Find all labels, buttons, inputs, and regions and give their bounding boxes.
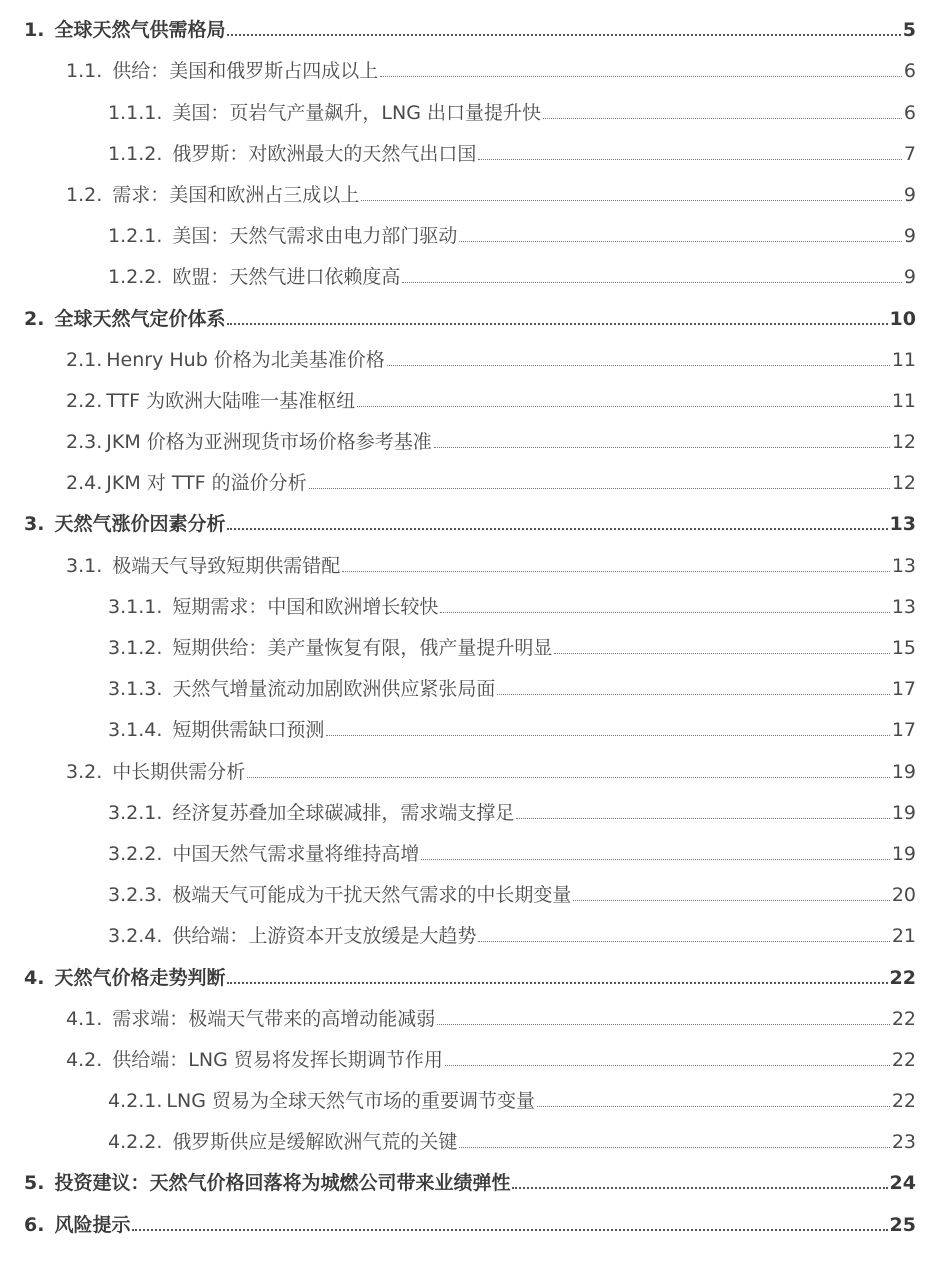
toc-entry-number: 3. bbox=[24, 513, 45, 536]
toc-entry-page-number: 10 bbox=[889, 307, 916, 330]
toc-entry-page-number: 25 bbox=[889, 1213, 916, 1236]
toc-entry-page-number: 13 bbox=[891, 595, 916, 618]
toc-entry-page-number: 19 bbox=[891, 760, 916, 783]
toc-entry-page-number: 23 bbox=[891, 1131, 916, 1154]
toc-entry-page-number: 12 bbox=[891, 431, 916, 454]
toc-entry-level-3[interactable] bbox=[0, 1078, 948, 1119]
dot-leader bbox=[387, 365, 890, 366]
toc-entry-title: 供给：美国和俄罗斯占四成以上 bbox=[112, 60, 379, 83]
toc-entry-level-2[interactable] bbox=[0, 996, 948, 1037]
toc-entry-title: 俄罗斯供应是缓解欧洲气荒的关键 bbox=[172, 1131, 458, 1154]
toc-entry-page-number: 5 bbox=[902, 19, 916, 42]
toc-entry-title: 短期供需缺口预测 bbox=[172, 719, 325, 742]
toc-entry-level-2[interactable] bbox=[0, 337, 948, 378]
toc-entry-number: 2. bbox=[24, 307, 45, 330]
toc-entry-level-3[interactable] bbox=[0, 707, 948, 748]
toc-entry-title: 短期供给：美产量恢复有限，俄产量提升明显 bbox=[172, 637, 553, 659]
toc-entry-title: TTF 为欧洲大陆唯一基准枢纽 bbox=[106, 389, 356, 412]
toc-entry-number: 1.2. bbox=[66, 183, 103, 206]
toc-entry-level-2[interactable] bbox=[0, 542, 948, 583]
toc-entry-page-number: 11 bbox=[891, 389, 916, 412]
toc-entry-number: 5. bbox=[24, 1172, 45, 1195]
toc-entry-level-3[interactable] bbox=[0, 89, 948, 130]
toc-entry-level-2[interactable] bbox=[0, 48, 948, 89]
toc-entry-title: 中国天然气需求量将维持高增 bbox=[172, 842, 420, 865]
dot-leader bbox=[445, 1065, 890, 1066]
dot-leader bbox=[543, 118, 902, 119]
toc-entry-number: 1.2.2. bbox=[108, 266, 163, 289]
toc-entry-level-3[interactable] bbox=[0, 666, 948, 707]
toc-entry-number: 2.2. bbox=[66, 389, 103, 412]
dot-leader bbox=[380, 76, 902, 77]
toc-entry-title: 天然气增量流动加剧欧洲供应紧张局面 bbox=[172, 678, 496, 701]
toc-entry-page-number: 7 bbox=[903, 142, 916, 165]
toc-entry-title: 短期需求：中国和欧洲增长较快 bbox=[172, 595, 439, 618]
toc-entry-title: 中长期供需分析 bbox=[112, 760, 246, 783]
toc-entry-page-number: 6 bbox=[903, 101, 916, 124]
toc-entry-number: 3.2. bbox=[66, 760, 103, 783]
toc-entry-title: 极端天气可能成为干扰天然气需求的中长期变量 bbox=[172, 884, 572, 907]
table-of-contents bbox=[0, 7, 948, 1243]
toc-entry-page-number: 21 bbox=[891, 925, 916, 948]
toc-entry-number: 3.2.3. bbox=[108, 884, 163, 907]
toc-entry-number: 4.2.2. bbox=[108, 1131, 163, 1154]
toc-entry-number: 1.1. bbox=[66, 60, 103, 83]
toc-entry-number: 3.2.2. bbox=[108, 842, 163, 865]
toc-entry-page-number: 9 bbox=[903, 266, 916, 289]
toc-entry-level-3[interactable] bbox=[0, 131, 948, 172]
toc-entry-title: 全球天然气供需格局 bbox=[54, 19, 226, 42]
dot-leader bbox=[478, 941, 889, 942]
toc-entry-page-number: 15 bbox=[891, 637, 916, 659]
toc-entry-title: 投资建议：天然气价格回落将为城燃公司带来业绩弹性 bbox=[54, 1172, 511, 1195]
toc-entry-title: 俄罗斯：对欧洲最大的天然气出口国 bbox=[172, 142, 477, 165]
dot-leader bbox=[227, 34, 900, 36]
toc-entry-number: 1. bbox=[24, 19, 45, 42]
toc-entry-title: Henry Hub 价格为北美基准价格 bbox=[106, 348, 385, 371]
dot-leader bbox=[402, 282, 902, 283]
dot-leader bbox=[512, 1187, 887, 1189]
toc-entry-title: 美国：天然气需求由电力部门驱动 bbox=[172, 225, 458, 248]
dot-leader bbox=[132, 1229, 887, 1231]
toc-entry-number: 6. bbox=[24, 1213, 45, 1236]
dot-leader bbox=[434, 447, 890, 448]
toc-entry-page-number: 13 bbox=[891, 554, 916, 577]
dot-leader bbox=[361, 200, 902, 201]
dot-leader bbox=[342, 571, 890, 572]
toc-entry-number: 4.2. bbox=[66, 1048, 103, 1071]
toc-entry-title: 供给端：LNG 贸易将发挥长期调节作用 bbox=[112, 1048, 443, 1071]
toc-entry-page-number: 11 bbox=[891, 348, 916, 371]
toc-entry-title: 欧盟：天然气进口依赖度高 bbox=[172, 266, 401, 289]
dot-leader bbox=[478, 159, 902, 160]
toc-entry-page-number: 12 bbox=[891, 472, 916, 495]
toc-entry-page-number: 24 bbox=[889, 1172, 916, 1195]
toc-entry-number: 1.2.1. bbox=[108, 225, 163, 248]
dot-leader bbox=[227, 323, 887, 325]
toc-entry-page-number: 9 bbox=[903, 225, 916, 248]
toc-entry-title: LNG 贸易为全球天然气市场的重要调节变量 bbox=[166, 1090, 535, 1113]
toc-entry-level-1[interactable] bbox=[0, 295, 948, 336]
dot-leader bbox=[573, 900, 889, 901]
toc-entry-number: 3.1.1. bbox=[108, 595, 163, 618]
toc-entry-level-3[interactable] bbox=[0, 790, 948, 831]
dot-leader bbox=[421, 859, 889, 860]
toc-entry-level-2[interactable] bbox=[0, 1037, 948, 1078]
dot-leader bbox=[440, 612, 889, 613]
toc-entry-title: 全球天然气定价体系 bbox=[54, 307, 226, 330]
toc-entry-title: 经济复苏叠加全球碳减排，需求端支撑足 bbox=[172, 801, 515, 824]
toc-entry-number: 2.4. bbox=[66, 472, 103, 495]
toc-entry-number: 3.2.4. bbox=[108, 925, 163, 948]
toc-entry-page-number: 22 bbox=[891, 1048, 916, 1071]
dot-leader bbox=[326, 735, 889, 736]
toc-entry-page-number: 19 bbox=[891, 842, 916, 865]
toc-entry-title: 供给端：上游资本开支放缓是大趋势 bbox=[172, 925, 477, 948]
dot-leader bbox=[227, 528, 887, 530]
toc-entry-number: 4.1. bbox=[66, 1007, 103, 1030]
dot-leader bbox=[357, 406, 890, 407]
toc-entry-number: 2.1. bbox=[66, 348, 103, 371]
toc-entry-title: 天然气价格走势判断 bbox=[54, 966, 226, 989]
toc-entry-page-number: 22 bbox=[889, 966, 916, 989]
dot-leader bbox=[437, 1024, 890, 1025]
toc-entry-number: 1.1.2. bbox=[108, 142, 163, 165]
toc-entry-number: 3.1.3. bbox=[108, 678, 163, 701]
toc-entry-level-2[interactable] bbox=[0, 378, 948, 419]
toc-entry-number: 3.2.1. bbox=[108, 801, 163, 824]
toc-entry-level-3[interactable] bbox=[0, 584, 948, 625]
toc-entry-number: 4. bbox=[24, 966, 45, 989]
toc-entry-title: 天然气涨价因素分析 bbox=[54, 513, 226, 536]
toc-entry-level-1[interactable] bbox=[0, 1160, 948, 1201]
toc-entry-level-2[interactable] bbox=[0, 419, 948, 460]
toc-entry-number: 3.1.2. bbox=[108, 637, 163, 659]
toc-entry-level-1[interactable] bbox=[0, 1201, 948, 1242]
toc-entry-page-number: 19 bbox=[891, 801, 916, 824]
toc-entry-page-number: 6 bbox=[903, 60, 916, 83]
toc-entry-page-number: 17 bbox=[891, 719, 916, 742]
toc-entry-page-number: 13 bbox=[889, 513, 916, 536]
toc-entry-title: 需求端：极端天气带来的高增动能减弱 bbox=[112, 1007, 436, 1030]
toc-entry-level-1[interactable] bbox=[0, 7, 948, 48]
toc-entry-number: 2.3. bbox=[66, 431, 103, 454]
toc-entry-level-3[interactable] bbox=[0, 254, 948, 295]
toc-entry-level-2[interactable] bbox=[0, 172, 948, 213]
toc-entry-page-number: 17 bbox=[891, 678, 916, 701]
toc-entry-title: 极端天气导致短期供需错配 bbox=[112, 554, 341, 577]
toc-entry-title: 美国：页岩气产量飙升，LNG 出口量提升快 bbox=[172, 101, 541, 124]
toc-entry-number: 4.2.1. bbox=[108, 1090, 163, 1113]
toc-entry-number: 3.1. bbox=[66, 554, 103, 577]
toc-entry-title: 需求：美国和欧洲占三成以上 bbox=[112, 183, 360, 206]
toc-entry-level-1[interactable] bbox=[0, 501, 948, 542]
toc-entry-level-3[interactable] bbox=[0, 213, 948, 254]
dot-leader bbox=[459, 1147, 889, 1148]
toc-entry-page-number: 22 bbox=[891, 1090, 916, 1113]
toc-entry-title: JKM 价格为亚洲现货市场价格参考基准 bbox=[106, 431, 432, 454]
dot-leader bbox=[554, 653, 889, 654]
toc-entry-page-number: 20 bbox=[891, 884, 916, 907]
toc-entry-level-1[interactable] bbox=[0, 954, 948, 995]
toc-entry-number: 1.1.1. bbox=[108, 101, 163, 124]
dot-leader bbox=[537, 1106, 890, 1107]
dot-leader bbox=[497, 694, 889, 695]
toc-entry-level-2[interactable] bbox=[0, 748, 948, 789]
toc-entry-title: JKM 对 TTF 的溢价分析 bbox=[106, 472, 307, 495]
toc-entry-page-number: 22 bbox=[891, 1007, 916, 1030]
dot-leader bbox=[516, 818, 889, 819]
toc-entry-title: 风险提示 bbox=[54, 1213, 131, 1236]
dot-leader bbox=[247, 777, 890, 778]
toc-entry-number: 3.1.4. bbox=[108, 719, 163, 742]
dot-leader bbox=[459, 241, 902, 242]
toc-entry-level-3[interactable] bbox=[0, 1119, 948, 1160]
toc-entry-level-2[interactable] bbox=[0, 460, 948, 501]
toc-entry-page-number: 9 bbox=[903, 183, 916, 206]
dot-leader bbox=[309, 488, 890, 489]
toc-entry-level-3[interactable] bbox=[0, 872, 948, 913]
toc-entry-level-3[interactable] bbox=[0, 625, 948, 666]
toc-entry-level-3[interactable] bbox=[0, 831, 948, 872]
dot-leader bbox=[227, 982, 887, 984]
toc-entry-level-3[interactable] bbox=[0, 913, 948, 954]
